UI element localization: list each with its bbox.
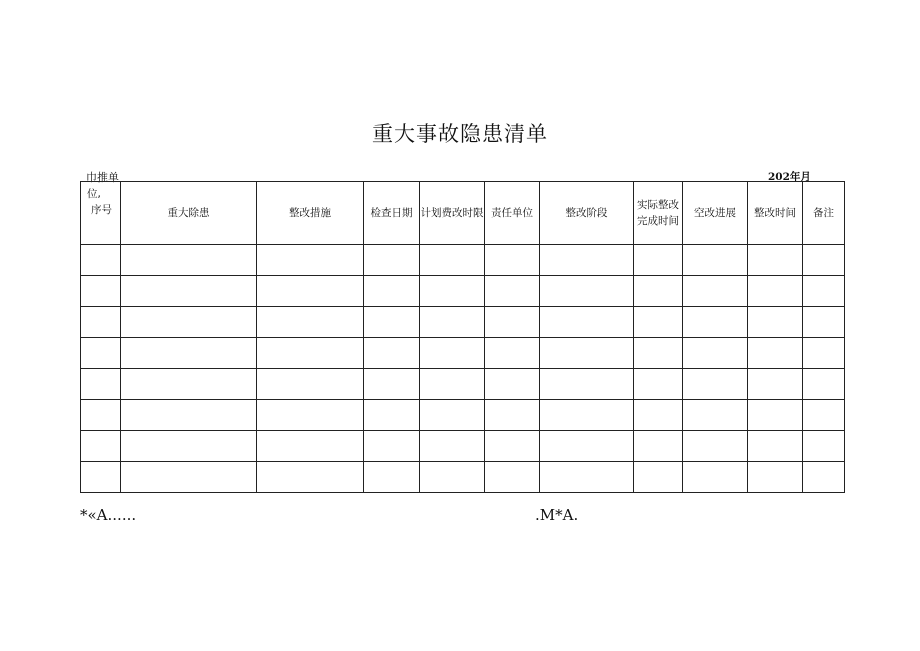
table-cell <box>81 462 121 493</box>
table-cell <box>748 245 803 276</box>
table-cell <box>683 431 748 462</box>
table-cell <box>634 369 683 400</box>
table-cell <box>540 338 634 369</box>
table-cell <box>485 245 540 276</box>
table-cell <box>121 245 257 276</box>
header-responsible-unit: 责任单位 <box>485 182 540 245</box>
table-cell <box>364 245 420 276</box>
table-cell <box>634 462 683 493</box>
table-cell <box>420 462 485 493</box>
table-cell <box>683 400 748 431</box>
table-cell <box>485 462 540 493</box>
table-cell <box>485 431 540 462</box>
header-actual-completion: 实际整改完成时间 <box>634 182 683 245</box>
table-cell <box>121 400 257 431</box>
table-cell <box>748 462 803 493</box>
table-cell <box>257 400 364 431</box>
table-cell <box>485 338 540 369</box>
table-cell <box>634 276 683 307</box>
table-cell <box>540 245 634 276</box>
header-serial-line1: 位, <box>87 188 101 200</box>
table-header-row <box>81 182 845 245</box>
header-serial-line2: 序号 <box>91 204 112 216</box>
table-cell <box>634 338 683 369</box>
table-cell <box>485 276 540 307</box>
table-cell <box>420 369 485 400</box>
table-row <box>81 462 845 493</box>
table-row <box>81 400 845 431</box>
table-cell <box>420 431 485 462</box>
table-row <box>81 431 845 462</box>
table-cell <box>485 369 540 400</box>
table-cell <box>683 369 748 400</box>
table-cell <box>683 462 748 493</box>
table-cell <box>364 276 420 307</box>
header-measures: 整改措施 <box>257 182 364 245</box>
table-cell <box>803 462 845 493</box>
table-cell <box>420 338 485 369</box>
table-row <box>81 307 845 338</box>
table-cell <box>257 307 364 338</box>
table-cell <box>121 431 257 462</box>
table-cell <box>364 369 420 400</box>
header-hazard: 重大除患 <box>121 182 257 245</box>
header-progress: 空改进展 <box>683 182 748 245</box>
table-cell <box>257 462 364 493</box>
table-cell <box>364 431 420 462</box>
table-cell <box>257 245 364 276</box>
table-cell <box>748 400 803 431</box>
table-row <box>81 369 845 400</box>
table-cell <box>634 307 683 338</box>
header-remarks: 备注 <box>803 182 845 245</box>
header-planned-deadline: 计划费改时限 <box>420 182 485 245</box>
table-cell <box>803 307 845 338</box>
table-cell <box>121 307 257 338</box>
table-cell <box>420 245 485 276</box>
table-cell <box>634 431 683 462</box>
table-cell <box>485 400 540 431</box>
table-cell <box>683 338 748 369</box>
table-cell <box>121 369 257 400</box>
table-cell <box>364 307 420 338</box>
table-cell <box>364 400 420 431</box>
table-cell <box>485 307 540 338</box>
table-cell <box>420 307 485 338</box>
table-cell <box>81 245 121 276</box>
header-serial-number <box>81 182 121 245</box>
table-cell <box>540 462 634 493</box>
table-cell <box>364 462 420 493</box>
table-cell <box>540 276 634 307</box>
table-cell <box>803 276 845 307</box>
table-cell <box>364 338 420 369</box>
table-cell <box>81 431 121 462</box>
header-stage: 整改阶段 <box>540 182 634 245</box>
table-cell <box>683 276 748 307</box>
table-cell <box>540 400 634 431</box>
table-cell <box>81 307 121 338</box>
table-cell <box>803 338 845 369</box>
table-cell <box>683 245 748 276</box>
table-cell <box>81 400 121 431</box>
hazard-table <box>80 181 845 493</box>
table-cell <box>420 276 485 307</box>
table-cell <box>683 307 748 338</box>
table-row <box>81 245 845 276</box>
unit-label: 巾推单 <box>86 171 119 184</box>
table-body <box>81 245 845 493</box>
table-cell <box>121 462 257 493</box>
header-rectify-time: 整改时间 <box>748 182 803 245</box>
footer-left-text: *«A...... <box>80 506 137 524</box>
table-cell <box>257 338 364 369</box>
table-cell <box>803 245 845 276</box>
table-cell <box>257 431 364 462</box>
table-cell <box>748 369 803 400</box>
table-cell <box>257 369 364 400</box>
table-cell <box>81 276 121 307</box>
table-cell <box>803 400 845 431</box>
table-cell <box>81 369 121 400</box>
table-cell <box>748 431 803 462</box>
table-cell <box>634 245 683 276</box>
table-row <box>81 276 845 307</box>
table-cell <box>540 369 634 400</box>
date-label: 202年月 <box>768 171 811 183</box>
footer-right-text: .M*A. <box>535 506 579 524</box>
table-cell <box>257 276 364 307</box>
table-row <box>81 338 845 369</box>
document-title: 重大事故隐患清单 <box>372 122 548 146</box>
table-cell <box>540 431 634 462</box>
table-cell <box>803 431 845 462</box>
table-cell <box>81 338 121 369</box>
table-cell <box>121 338 257 369</box>
table-cell <box>540 307 634 338</box>
table-cell <box>748 338 803 369</box>
table-cell <box>121 276 257 307</box>
table-cell <box>420 400 485 431</box>
table-cell <box>748 307 803 338</box>
header-inspection-date: 检查日期 <box>364 182 420 245</box>
table-cell <box>748 276 803 307</box>
table-cell <box>803 369 845 400</box>
table-cell <box>634 400 683 431</box>
